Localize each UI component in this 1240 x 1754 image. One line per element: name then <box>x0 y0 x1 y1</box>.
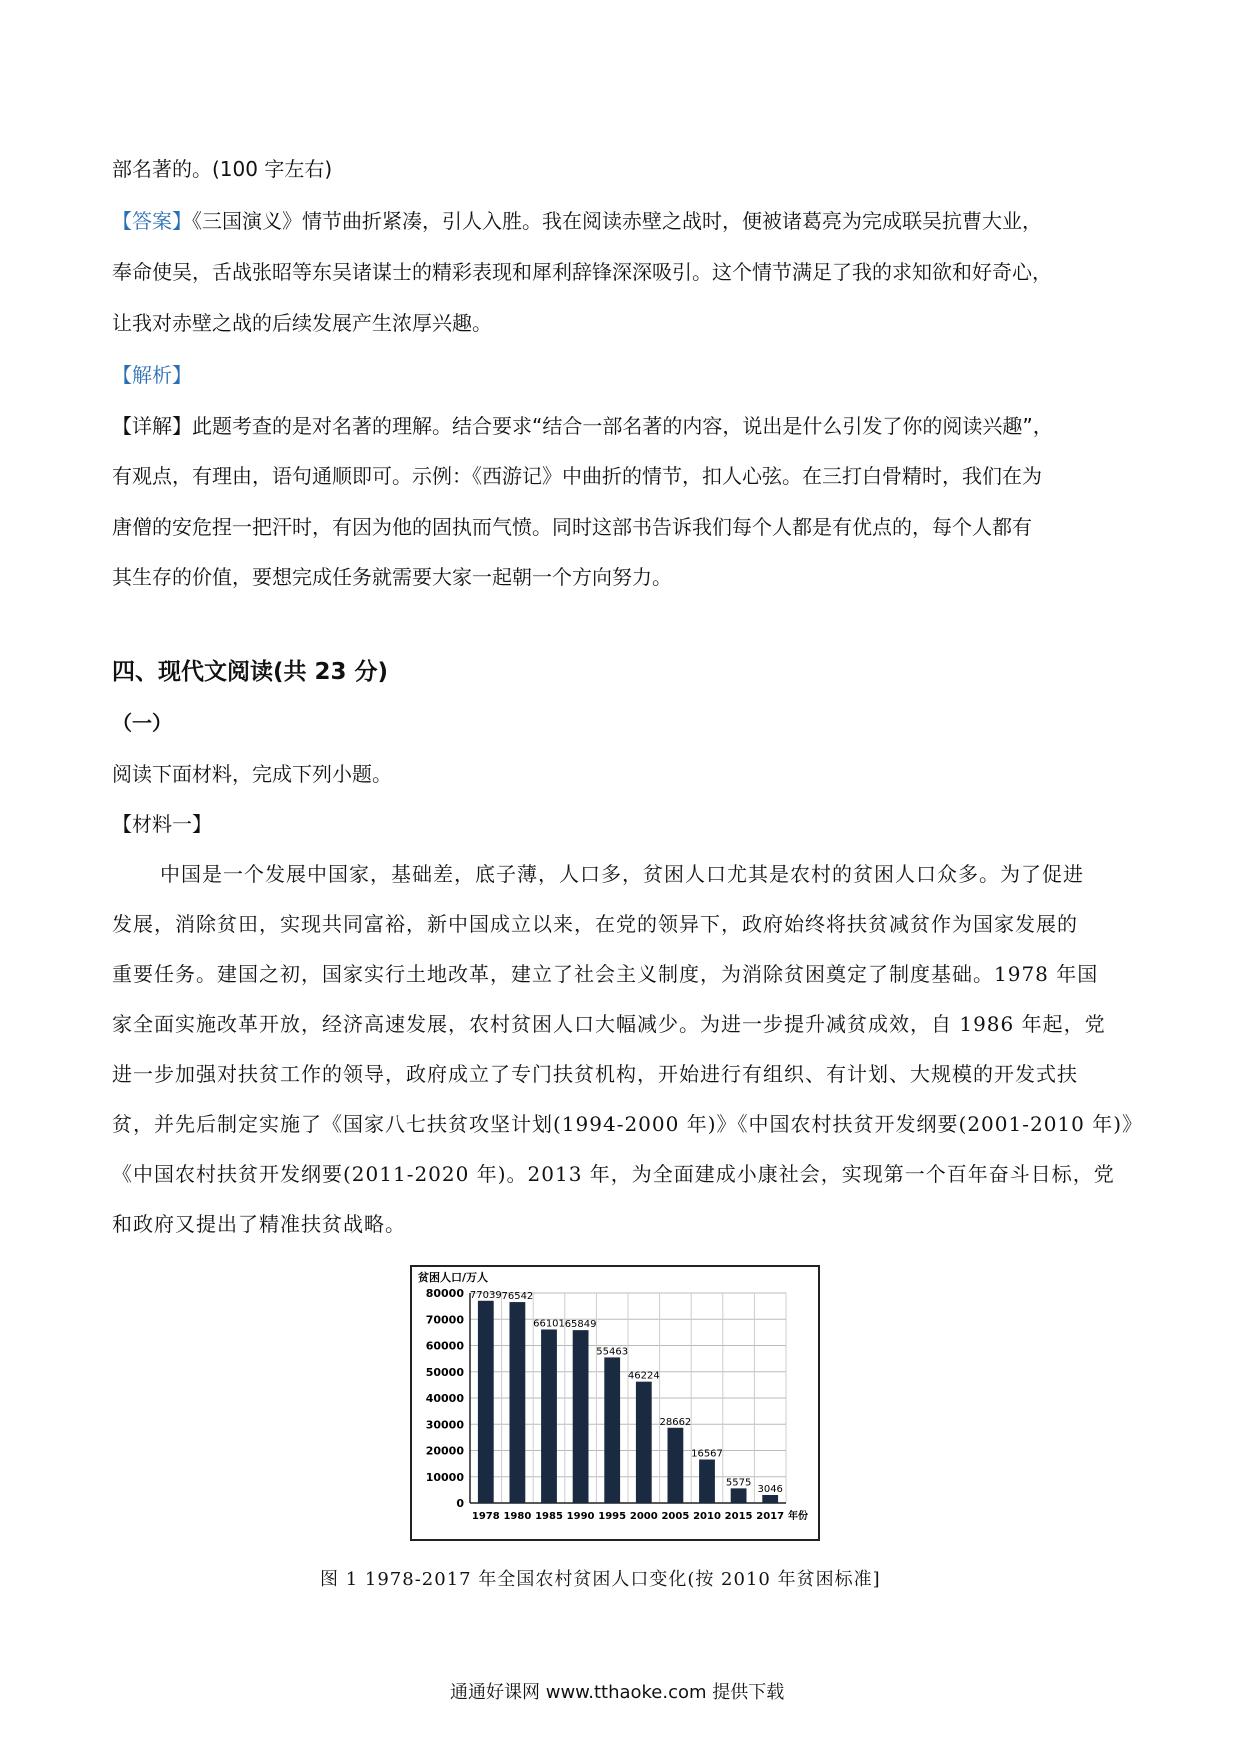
detail-tag: 【详解】 <box>112 414 192 438</box>
bar <box>762 1495 778 1503</box>
material-line-6: 贫，并先后制定实施了《国家八七扶贫攻坚计划(1994-2000 年)》《中国农村扶贫开发纲要(2001-2010 年)》 <box>112 1112 1144 1136</box>
material-line-4: 家全面实施改革开放，经济高速发展，农村贫困人口大幅减少。为进一步提升减贫成效，自 1986 年起，党 <box>112 1012 1106 1036</box>
bar <box>699 1460 715 1503</box>
answer-tag: 【答案】 <box>112 209 192 233</box>
data-label: 16567 <box>691 1448 723 1460</box>
data-label: 46224 <box>627 1370 660 1382</box>
bar <box>573 1330 589 1503</box>
answer-text-1: 《三国演义》情节曲折紧凑，引人入胜。我在阅读赤壁之战时，便被诸葛亮为完成联吴抗曹大业， <box>192 209 1042 233</box>
analysis-tag: 【解析】 <box>112 363 192 387</box>
y-tick-label: 60000 <box>425 1339 464 1353</box>
data-label: 55463 <box>596 1346 629 1358</box>
bar <box>668 1428 684 1503</box>
x-axis-label: 年份 <box>788 1511 808 1522</box>
detail-line-1 <box>112 412 1053 440</box>
material-line-7: 《中国农村扶贫开发纲要(2011-2020 年)。2013 年，为全面建成小康社会，实现第一个百年奋斗日标，党 <box>112 1162 1115 1186</box>
material-line-8: 和政府又提出了精准扶贫战略。 <box>112 1212 406 1236</box>
bar <box>604 1357 620 1503</box>
y-tick-label: 10000 <box>425 1470 464 1484</box>
material-line-1: 中国是一个发展中国家，基础差，底子薄，人口多，贫困人口尤其是农村的贫困人口众多。为了促进 <box>160 862 1084 886</box>
material-line-3: 重要任务。建国之初，国家实行土地改革，建立了社会主义制度，为消除贫困奠定了制度基础。1978 年国 <box>112 962 1099 986</box>
bar <box>478 1301 494 1503</box>
data-label: 3046 <box>757 1484 783 1496</box>
data-label: 77039 <box>469 1289 502 1301</box>
detail-line-2: 有观点，有理由，语句通顺即可。示例：《西游记》中曲折的情节，扣人心弦。在三打白骨精时，我们在为 <box>112 464 1042 488</box>
intro-line: 部名著的。(100 字左右) <box>112 157 333 181</box>
page-footer: 通通好课网 www.tthaoke.com 提供下载 <box>450 1682 785 1703</box>
data-label: 66101 <box>533 1318 565 1330</box>
answer-line-3: 让我对赤壁之战的后续发展产生浓厚兴趣。 <box>112 311 492 335</box>
bar <box>510 1302 526 1503</box>
y-tick-label: 30000 <box>425 1418 464 1432</box>
instruction-text: 阅读下面材料，完成下列小题。 <box>112 762 392 786</box>
material-tag: 【材料一】 <box>112 812 212 836</box>
detail-line-4: 其生存的价值，要想完成任务就需要大家一起朝一个方向努力。 <box>112 565 672 589</box>
y-tick-label: 20000 <box>425 1444 464 1458</box>
y-tick-label: 80000 <box>425 1287 464 1300</box>
x-tick-label: 1995 <box>598 1511 627 1522</box>
poverty-bar-chart <box>410 1265 820 1541</box>
answer-line-2: 奉命使吴，舌战张昭等东吴诸谋士的精彩表现和犀利辞锋深深吸引。这个情节满足了我的求知欲和好奇心， <box>112 260 1052 284</box>
x-tick-label: 1990 <box>566 1511 595 1522</box>
y-tick-label: 70000 <box>425 1313 464 1327</box>
detail-text-1: 此题考查的是对名著的理解。结合要求“结合一部名著的内容，说出是什么引发了你的阅读兴趣”， <box>192 414 1053 438</box>
figure-caption: 图 1 1978-2017 年全国农村贫困人口变化(按 2010 年贫困标准] <box>320 1569 881 1590</box>
y-tick-label: 0 <box>456 1497 464 1510</box>
bar <box>541 1329 557 1503</box>
x-tick-label: 2010 <box>693 1511 721 1522</box>
bar <box>731 1488 747 1503</box>
material-line-2: 发展，消除贫田，实现共同富裕，新中国成立以来，在党的领异下，政府始终将扶贫减贫作为国家发展的 <box>112 912 1078 936</box>
x-tick-label: 2017 <box>756 1511 785 1522</box>
x-tick-label: 2015 <box>724 1511 753 1522</box>
data-label: 5575 <box>725 1477 752 1489</box>
detail-line-3: 唐僧的安危捏一把汗时，有因为他的固执而气愤。同时这部书告诉我们每个人都是有优点的，每个人都有 <box>112 515 1032 539</box>
subsection-label: （一） <box>112 711 172 735</box>
section-heading: 四、现代文阅读(共 23 分) <box>112 659 389 685</box>
material-line-5: 进一步加强对扶贫工作的领导，政府成立了专门扶贫机构，开始进行有组织、有计划、大规模的开发式扶 <box>112 1062 1078 1086</box>
x-tick-label: 1980 <box>503 1511 532 1522</box>
x-tick-label: 2000 <box>629 1511 658 1522</box>
y-tick-label: 40000 <box>425 1392 464 1405</box>
data-label: 28662 <box>659 1416 692 1428</box>
chart-svg <box>412 1267 818 1539</box>
y-axis-label: 贫困人口/万人 <box>418 1271 489 1284</box>
x-tick-label: 2005 <box>661 1511 690 1522</box>
x-tick-label: 1978 <box>471 1511 500 1522</box>
data-label: 65849 <box>564 1319 597 1331</box>
data-label: 76542 <box>501 1291 534 1303</box>
y-tick-label: 50000 <box>425 1365 464 1379</box>
x-tick-label: 1985 <box>535 1511 563 1522</box>
bar <box>636 1382 652 1503</box>
answer-line-1 <box>112 207 1042 235</box>
